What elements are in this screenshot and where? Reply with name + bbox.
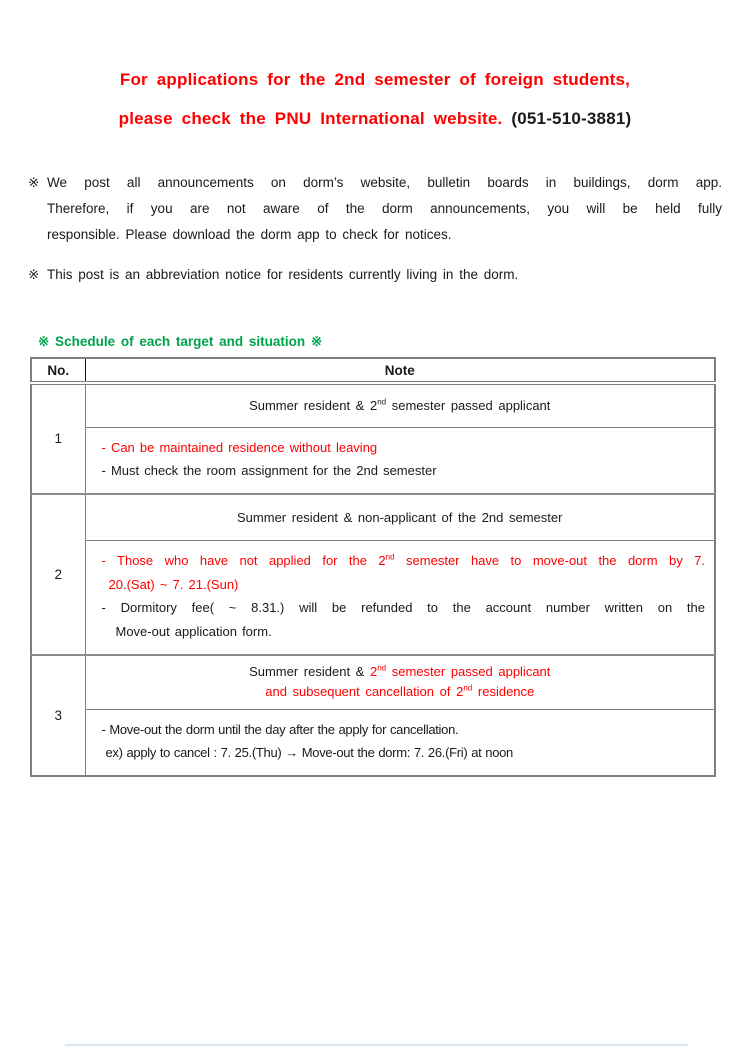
- row-2-black-bullet-line-1: - Dormitory fee( ~ 8.31.) will be refunded to the account number written on the: [101, 600, 705, 615]
- title-line-1-text: For applications for the 2nd semester of foreign students,: [119, 70, 631, 89]
- table-header-row: [31, 358, 715, 383]
- column-header-no: No.: [31, 358, 85, 383]
- table-row: [31, 383, 715, 427]
- row-1-subheader: [85, 383, 715, 427]
- notice-1-line-1: We post all announcements on dorm’s website, bulletin boards in buildings, dorm app.: [47, 175, 722, 190]
- notice-paragraph-2: [28, 262, 722, 288]
- table-row: [31, 709, 715, 776]
- row-3-subheader: [85, 655, 715, 709]
- notice-section: [28, 170, 722, 288]
- table-row: [31, 541, 715, 656]
- schedule-section-heading: ※ Schedule of each target and situation ※: [38, 334, 323, 349]
- row-1-black-bullet: - Must check the room assignment for the 2nd semester: [101, 462, 437, 478]
- row-3-subheader-line-1: [86, 662, 715, 682]
- row-2-red-bullet-line-1: [94, 549, 706, 573]
- row-number-1: 1: [31, 383, 85, 494]
- reference-mark-icon: ※: [28, 175, 40, 190]
- row-3-black-bullet: - Move-out the dorm until the day after the apply for cancellation.: [101, 721, 459, 737]
- row-3-subheader-red-text: 2: [369, 664, 378, 680]
- row-number-3: 3: [31, 655, 85, 776]
- superscript: nd: [463, 683, 473, 693]
- notice-paragraph-1-text: [47, 170, 722, 248]
- footer-divider: [65, 1044, 688, 1046]
- superscript: nd: [377, 397, 387, 407]
- row-3-subheader-line-2: [86, 682, 715, 702]
- row-2-red-text: - Those who have not applied for the 2: [101, 553, 386, 568]
- notice-2-line-1: This post is an abbreviation notice for residents currently living in the dorm.: [47, 267, 519, 282]
- notice-1-line-3: responsible. Please download the dorm app to check for notices.: [47, 227, 452, 242]
- row-3-subheader-line-2-text-2: residence: [472, 684, 535, 700]
- notice-1-line-2: Therefore, if you are not aware of the dorm announcements, you will be held fully: [47, 201, 722, 216]
- row-1-subheader-text-2: semester passed applicant: [386, 398, 551, 414]
- row-1-red-bullet: - Can be maintained residence without leaving: [101, 439, 378, 455]
- notice-paragraph-1: [28, 170, 722, 248]
- table-row: [31, 494, 715, 541]
- row-2-red-bullet-line-2: 20.(Sat) ~ 7. 21.(Sun): [108, 576, 239, 592]
- row-2-body: [85, 541, 715, 656]
- table-row: [31, 427, 715, 494]
- notice-paragraph-2-text: [47, 262, 722, 288]
- reference-mark-icon: ※: [28, 267, 40, 282]
- column-header-note: Note: [85, 358, 715, 383]
- superscript: nd: [377, 663, 387, 673]
- superscript: nd: [385, 552, 395, 562]
- table-row: [31, 655, 715, 709]
- row-number-2: 2: [31, 494, 85, 656]
- row-2-red-text-2: semester have to move-out the dorm by 7.: [394, 553, 705, 568]
- row-3-subheader-red-text-2: semester passed applicant: [386, 664, 551, 680]
- schedule-table: [30, 357, 716, 777]
- title-line-1: [0, 60, 750, 99]
- row-3-subheader-black-text: Summer resident &: [249, 664, 370, 680]
- row-2-subheader: [85, 494, 715, 541]
- row-1-body: [85, 427, 715, 494]
- row-2-black-bullet-line-2: Move-out application form.: [115, 623, 272, 639]
- row-1-subheader-text: Summer resident & 2: [249, 398, 378, 414]
- title-line-2: [0, 99, 750, 138]
- phone-number: (051-510-3881): [511, 109, 632, 128]
- row-3-example-line: ex) apply to cancel : 7. 25.(Thu) → Move-out the dorm: 7. 26.(Fri) at noon: [105, 744, 513, 760]
- title-line-2-text: please check the PNU International website.: [118, 109, 503, 128]
- row-3-subheader-line-2-text: and subsequent cancellation of 2: [265, 684, 464, 700]
- row-3-body: [85, 709, 715, 776]
- row-2-subheader-text: Summer resident & non-applicant of the 2nd semester: [237, 509, 563, 525]
- document-title: [0, 0, 750, 138]
